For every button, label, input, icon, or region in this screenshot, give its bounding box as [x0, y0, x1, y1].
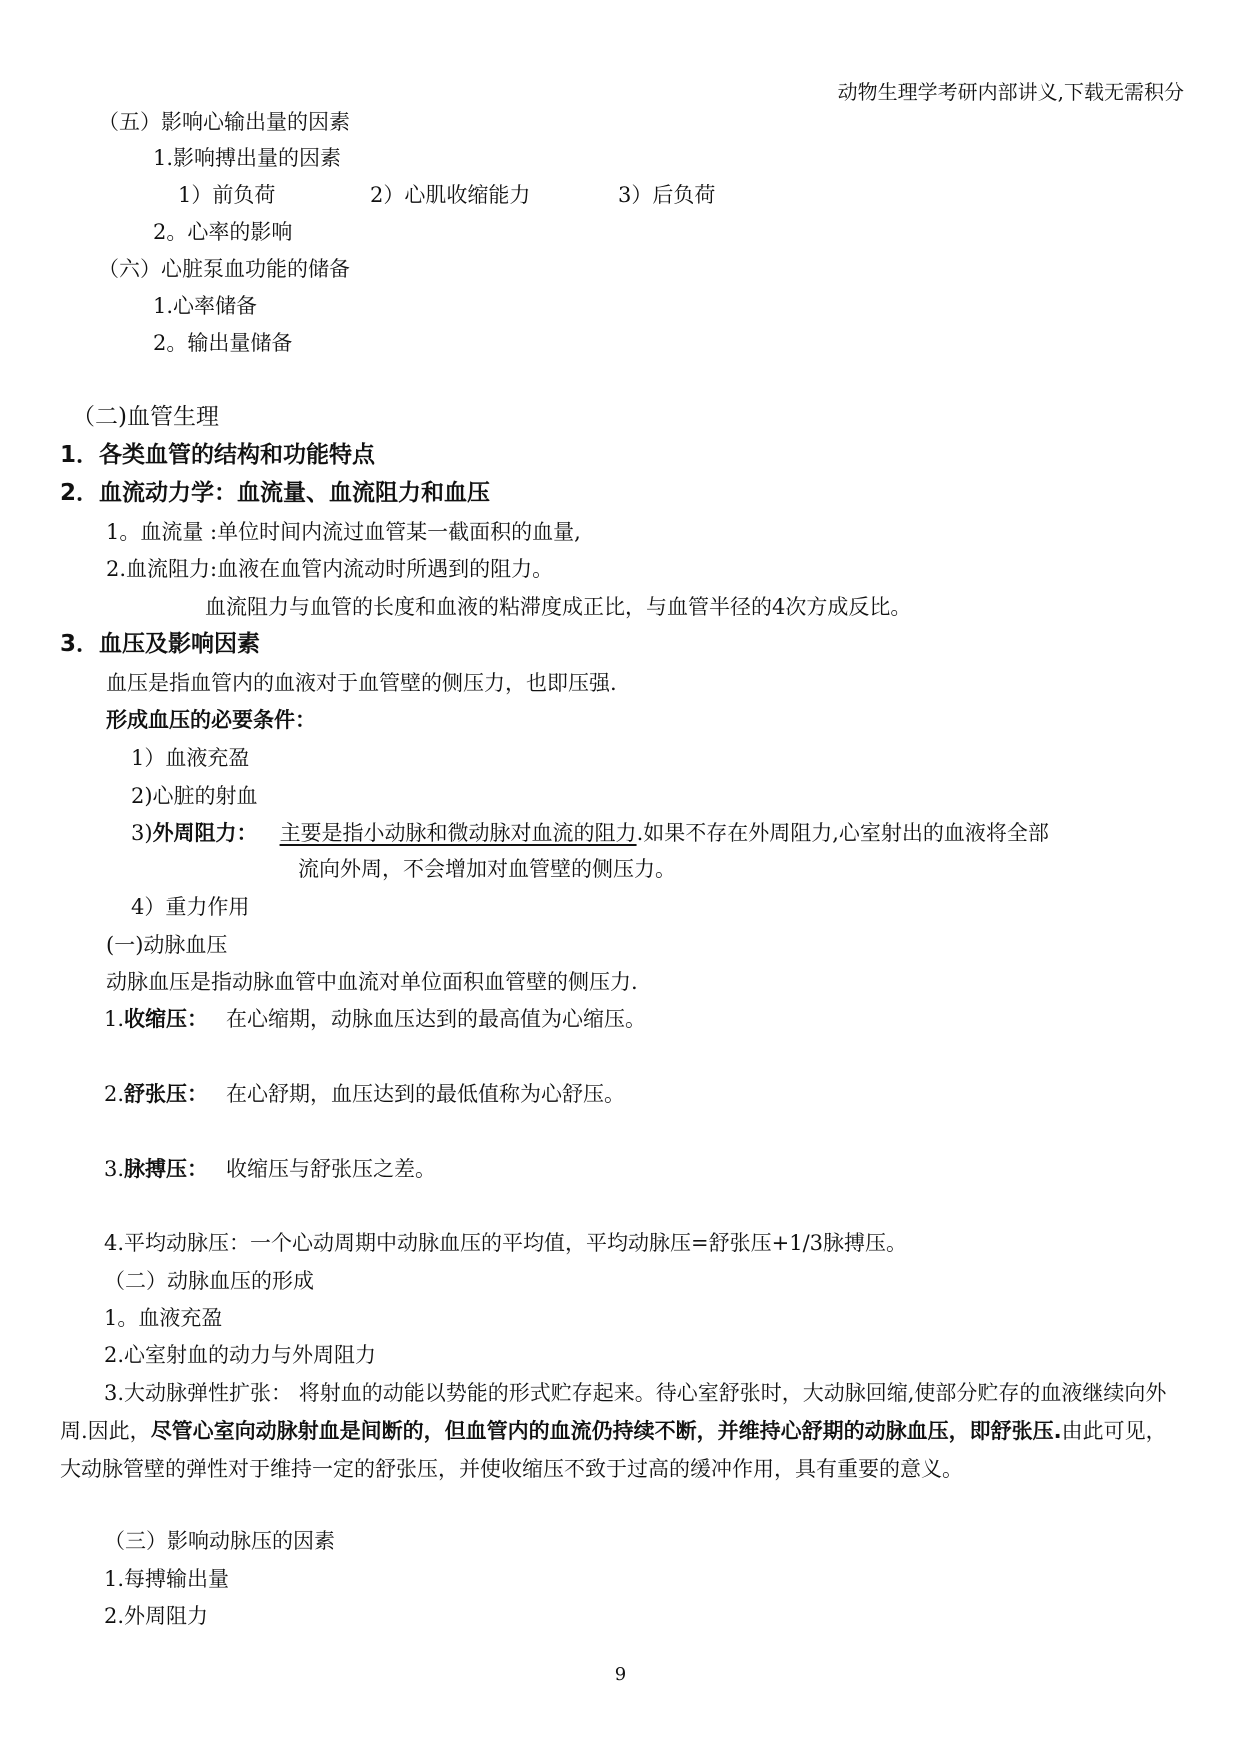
definition-line: 1。血流量 :单位时间内流过血管某一截面积的血量, [106, 520, 581, 544]
list-item: 2。心率的影响 [153, 220, 293, 244]
text-span: 在心缩期，动脉血压达到的最高值为心缩压。 [226, 1007, 647, 1031]
list-number: 1. [104, 1007, 125, 1031]
list-number: 2. [104, 1082, 125, 1106]
section-heading: （五）影响心输出量的因素 [98, 110, 350, 134]
text-span: .如果不存在外周阻力,心室射出的血液将全部 [636, 821, 1049, 845]
list-item: 1.心率储备 [153, 294, 258, 318]
list-item: 4.平均动脉压：一个心动周期中动脉血压的平均值，平均动脉压=舒张压+1/3脉搏压。 [104, 1231, 908, 1255]
list-item [104, 1005, 646, 1033]
list-item: 2.外周阻力 [104, 1604, 209, 1628]
list-item: 2)心脏的射血 [131, 784, 258, 808]
list-item [131, 819, 1049, 847]
bold-term: 脉搏压： [124, 1157, 209, 1181]
bold-term: 舒张压： [124, 1082, 209, 1106]
bold-text: 尽管心室向动脉射血是间断的，但血管内的血流仍持续不断，并维持心舒期的动脉血压，即舒张压. [150, 1419, 1062, 1443]
definition-line: 2.血流阻力:血液在血管内流动时所遇到的阻力。 [106, 557, 554, 581]
list-item: 1.影响搏出量的因素 [153, 146, 342, 170]
bold-heading: 3．血压及影响因素 [60, 631, 261, 657]
definition-line: 血压是指血管内的血液对于血管壁的侧压力，也即压强. [106, 671, 617, 695]
page-header: 动物生理学考研内部讲义,下载无需积分 [837, 80, 1184, 104]
page-number: 9 [614, 1664, 627, 1685]
section-heading: （六）心脏泵血功能的储备 [98, 257, 350, 281]
list-item-continuation: 流向外周，不会增加对血管壁的侧压力。 [298, 857, 676, 881]
list-item: 1）血液充盈 [131, 746, 250, 770]
list-item: 2。输出量储备 [153, 331, 293, 355]
section-heading: （三）影响动脉压的因素 [104, 1529, 335, 1553]
bold-term: 外周阻力： [152, 821, 258, 845]
text-span: 收缩压与舒张压之差。 [226, 1157, 437, 1181]
list-number: 3) [131, 821, 153, 845]
list-item [104, 1080, 625, 1108]
bold-heading: 2．血流动力学：血流量、血流阻力和血压 [60, 480, 491, 506]
list-item: 1）前负荷 [178, 183, 276, 207]
list-item: 2）心肌收缩能力 [370, 183, 531, 207]
text-span: 3.大动脉弹性扩张： 将射血的动能以势能的形式贮存起来。待心室舒张时，大动脉回缩,使部分贮存的血液继续向外周.因此， [60, 1381, 1167, 1443]
bold-subheading: 形成血压的必要条件： [106, 708, 316, 732]
list-item: 3）后负荷 [618, 183, 716, 207]
list-item: 2.心室射血的动力与外周阻力 [104, 1343, 377, 1367]
definition-line: 动脉血压是指动脉血管中血流对单位面积血管壁的侧压力. [106, 970, 638, 994]
paragraph [60, 1374, 1180, 1488]
list-item: 1.每搏输出量 [104, 1567, 230, 1591]
list-number: 3. [104, 1157, 125, 1181]
list-item: 4）重力作用 [131, 895, 250, 919]
section-heading: (一)动脉血压 [106, 933, 228, 957]
text-span: 由此可见，大动脉管壁的弹性对于维持一定的舒张压，并使收缩压不致于过高的缓冲作用，具有重要的意义。 [60, 1419, 1167, 1481]
text-span: 在心舒期，血压达到的最低值称为心舒压。 [226, 1082, 626, 1106]
underlined-text: 主要是指小动脉和微动脉对血流的阻力 [279, 821, 637, 845]
definition-line: 血流阻力与血管的长度和血液的粘滞度成正比，与血管半径的4次方成反比。 [205, 595, 912, 619]
list-item [104, 1155, 436, 1183]
section-heading: （二）动脉血压的形成 [104, 1269, 314, 1293]
chapter-heading: （二)血管生理 [72, 404, 219, 430]
bold-heading: 1．各类血管的结构和功能特点 [60, 442, 376, 468]
bold-term: 收缩压： [124, 1007, 209, 1031]
list-item: 1。血液充盈 [104, 1306, 223, 1330]
